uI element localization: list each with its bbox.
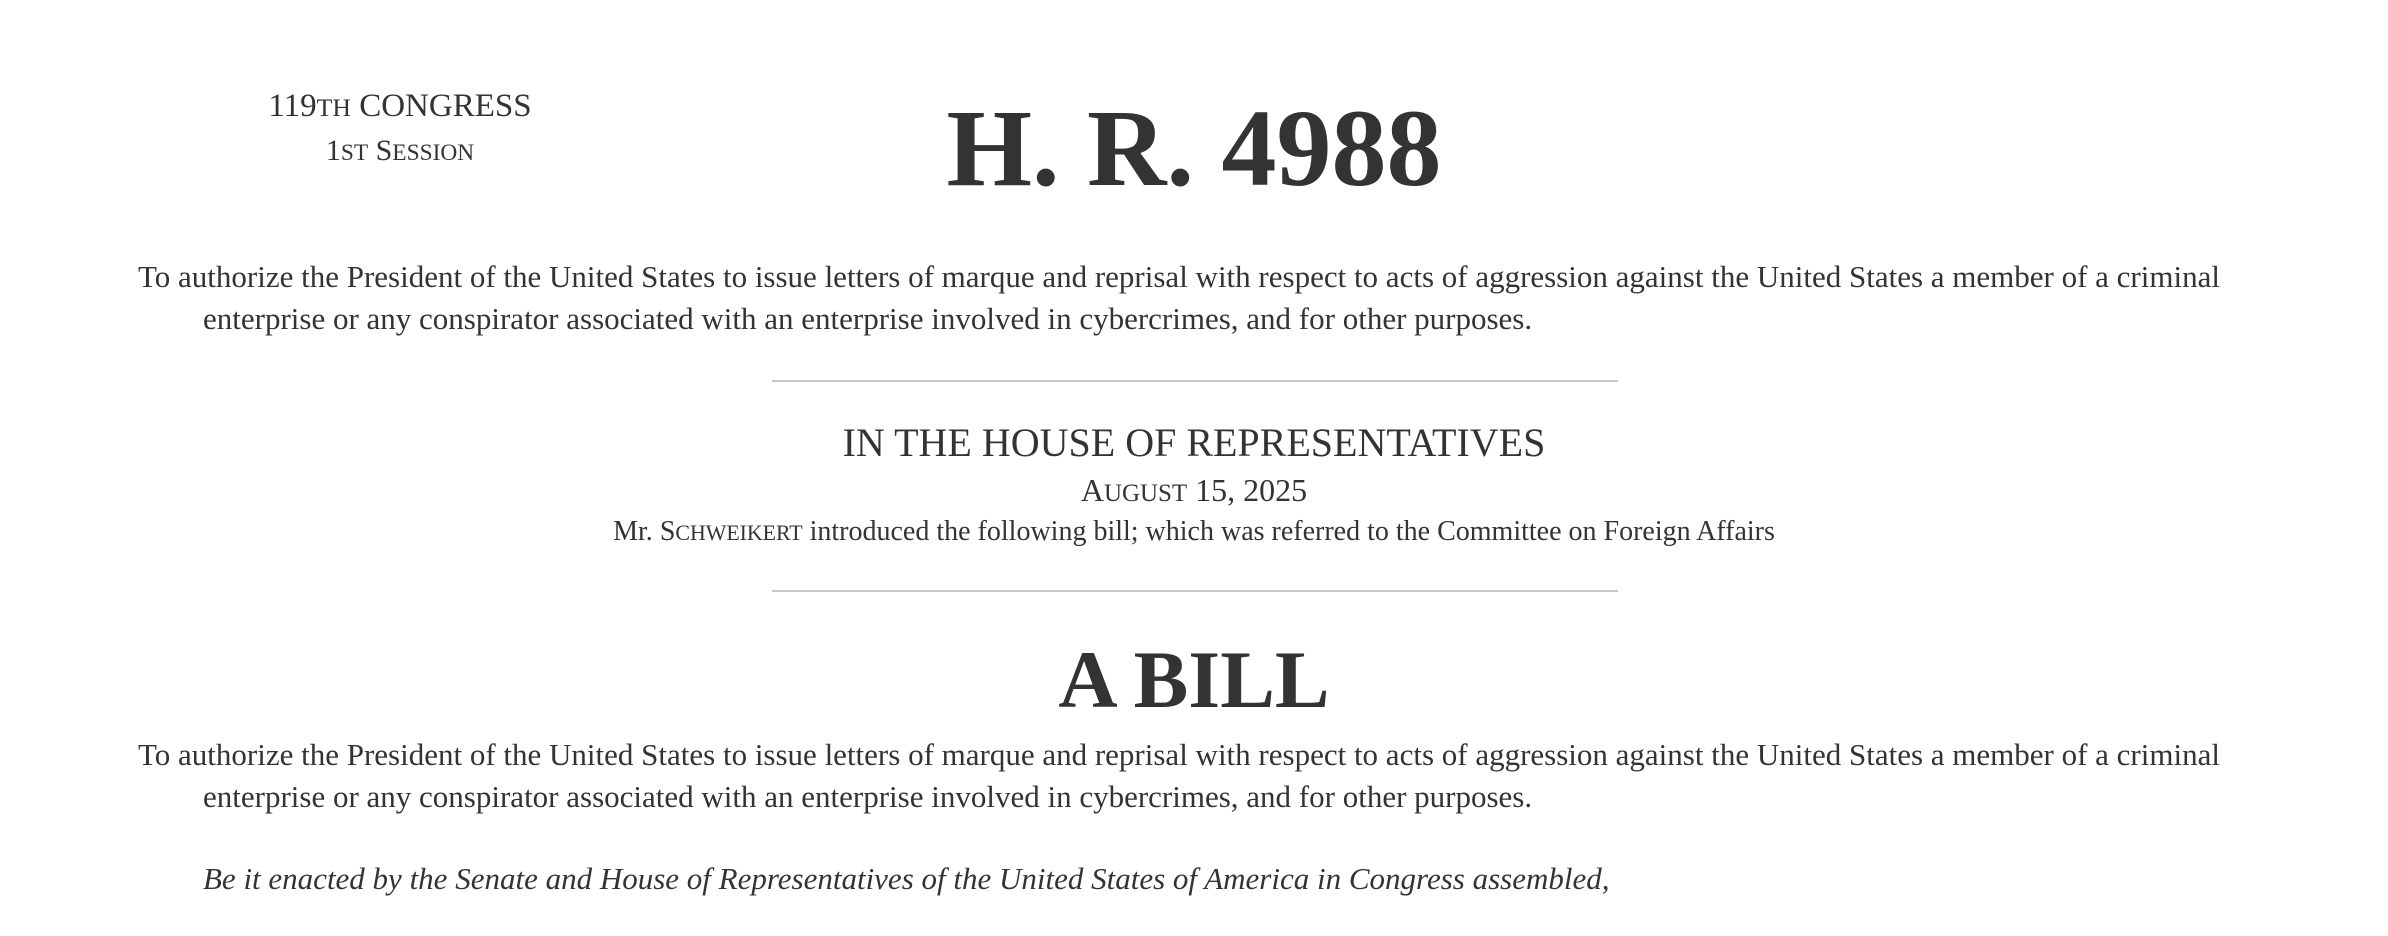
congress-number: 119 xyxy=(268,88,317,124)
date-month-rest: UGUST xyxy=(1103,480,1188,507)
session-ordinal: ST xyxy=(340,140,369,166)
official-title: To authorize the President of the United States to issue letters of marque and reprisal with respect to acts of aggression against the United States a member of a criminal enterprise or any conspirator associated with an enterprise involved in cybercrimes, and for other purposes. xyxy=(138,259,2220,336)
chamber-heading: IN THE HOUSE OF REPRESENTATIVES xyxy=(842,420,1546,465)
bill-title: To authorize the President of the United States to issue letters of marque and reprisal with respect to acts of aggression against the United States a member of a criminal enterprise or any conspirator associated with an enterprise involved in cybercrimes, and for other purposes. xyxy=(138,737,2220,814)
referral-text: introduced the following bill; which was referred to the Committee on Foreign Affairs xyxy=(802,516,1775,547)
sponsor-name-rest: CHWEIKERT xyxy=(675,521,803,545)
session-number: 1 xyxy=(325,134,341,167)
sponsor-initial: S xyxy=(659,516,676,547)
enacting-clause: Be it enacted by the Senate and House of Representatives of the United States of America in Congress assembled, xyxy=(203,861,1610,896)
sponsor-prefix: Mr. xyxy=(613,516,660,547)
divider-top xyxy=(772,380,1618,382)
bill-number: H. R. 4988 xyxy=(946,87,1442,209)
congress-ordinal: TH xyxy=(316,93,351,122)
a-bill-heading: A BILL xyxy=(1058,634,1330,725)
session-rest: ESSION xyxy=(392,140,475,166)
introduction-date xyxy=(0,468,2388,516)
divider-bottom xyxy=(772,590,1618,592)
introduction-statement xyxy=(0,512,2388,553)
date-day-year: 15, 2025 xyxy=(1187,472,1308,508)
congress-word: CONGRESS xyxy=(359,88,532,124)
date-initial: A xyxy=(1080,472,1104,508)
session-initial: S xyxy=(375,134,393,167)
